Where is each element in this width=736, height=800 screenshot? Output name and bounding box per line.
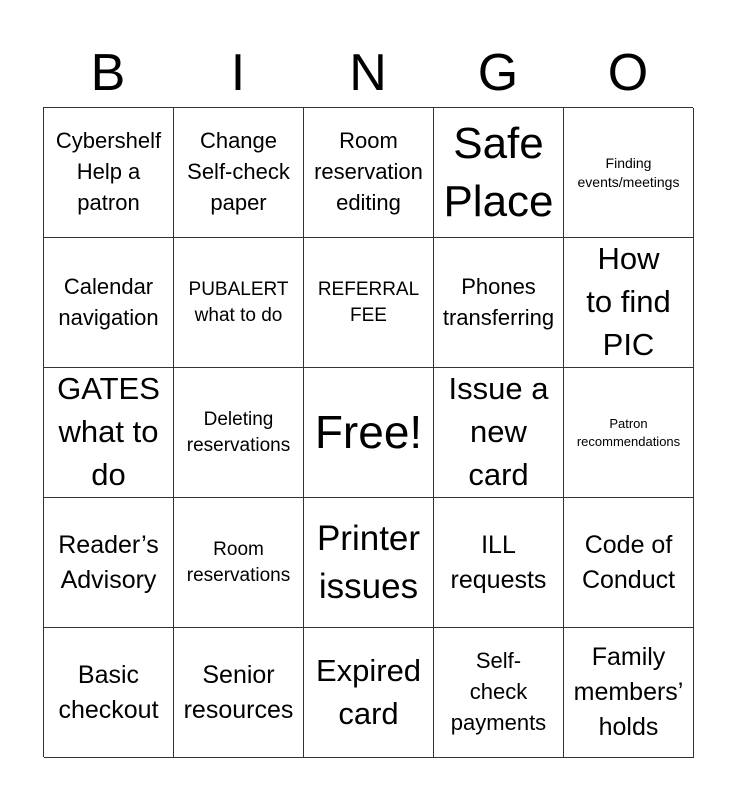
bingo-cell[interactable]: [174, 108, 304, 238]
free-space-text: Free!: [314, 405, 423, 458]
bingo-cell[interactable]: [304, 498, 434, 628]
cell-text: Patron recommendations: [576, 415, 681, 449]
cell-text: How to find PIC: [586, 241, 671, 362]
cell-text: Finding events/meetings: [577, 154, 680, 190]
cell-text: Self- check payments: [450, 648, 547, 735]
bingo-cell[interactable]: [564, 628, 694, 758]
bingo-cell[interactable]: [304, 628, 434, 758]
bingo-cell[interactable]: [304, 108, 434, 238]
cell-text: Family members’ holds: [573, 643, 684, 741]
bingo-cell[interactable]: [174, 628, 304, 758]
bingo-cell[interactable]: [564, 238, 694, 368]
bingo-cell[interactable]: [434, 108, 564, 238]
cell-text: REFERRAL FEE: [317, 278, 420, 326]
cell-text: Printer issues: [316, 519, 421, 606]
bingo-cell[interactable]: [44, 368, 174, 498]
cell-text: Reader’s Advisory: [58, 530, 159, 594]
bingo-cell[interactable]: [304, 238, 434, 368]
bingo-grid: [43, 107, 693, 757]
bingo-cell[interactable]: [564, 368, 694, 498]
cell-text: Expired card: [315, 652, 422, 731]
bingo-cell[interactable]: [434, 628, 564, 758]
cell-text: Calendar navigation: [58, 273, 159, 330]
cell-text: Senior resources: [183, 660, 294, 724]
cell-text: Room reservations: [186, 538, 291, 586]
cell-text: Deleting reservations: [186, 408, 291, 456]
header-letter-b: B: [90, 44, 126, 102]
cell-text: Issue a new card: [448, 371, 549, 492]
header-letter-n: N: [349, 44, 387, 102]
bingo-cell[interactable]: [44, 108, 174, 238]
bingo-cell[interactable]: [44, 498, 174, 628]
bingo-cell[interactable]: [44, 628, 174, 758]
cell-text: Cybershelf Help a patron: [55, 128, 162, 215]
bingo-cell[interactable]: [174, 498, 304, 628]
cell-text: Code of Conduct: [581, 530, 676, 594]
bingo-cell[interactable]: [174, 238, 304, 368]
cell-text: Change Self-check paper: [187, 128, 290, 215]
cell-text: ILL requests: [450, 530, 547, 594]
cell-text: Safe Place: [443, 119, 554, 226]
cell-text: PUBALERT what to do: [188, 278, 289, 326]
free-space-cell[interactable]: [304, 368, 434, 498]
cell-text: Basic checkout: [58, 660, 159, 724]
cell-text: Phones transferring: [442, 273, 555, 330]
bingo-header: [43, 40, 693, 106]
cell-text: GATES what to do: [57, 371, 160, 492]
header-letter-g: G: [477, 44, 519, 102]
bingo-cell[interactable]: [434, 498, 564, 628]
bingo-cell[interactable]: [564, 108, 694, 238]
bingo-cell[interactable]: [434, 368, 564, 498]
header-letter-o: O: [607, 44, 649, 102]
bingo-cell[interactable]: [434, 238, 564, 368]
bingo-cell[interactable]: [174, 368, 304, 498]
header-letter-i: I: [230, 44, 246, 102]
cell-text: Room reservation editing: [314, 128, 423, 215]
bingo-cell[interactable]: [44, 238, 174, 368]
bingo-cell[interactable]: [564, 498, 694, 628]
